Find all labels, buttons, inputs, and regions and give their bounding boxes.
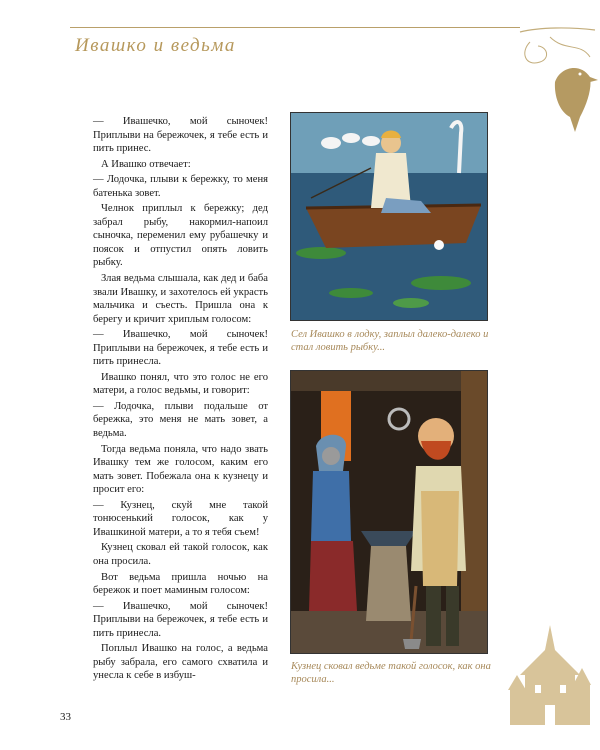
- paragraph: А Ивашко отвечает:: [101, 158, 191, 170]
- paragraph: — Ивашечко, мой сыночек! Приплыви на бережочек, я тебе есть и пить принесла.: [93, 600, 268, 639]
- castle-ornament-icon: [505, 620, 595, 730]
- running-header-title: Ивашко и ведьма: [75, 35, 236, 56]
- header-rule: [70, 27, 520, 28]
- paragraph: — Ивашечко, мой сыночек! Приплыви на бережочек, я тебе есть и пить принесла.: [93, 329, 268, 368]
- raven-ornament-icon: [510, 22, 600, 132]
- illustration-blacksmith: [290, 370, 488, 654]
- paragraph: Поплыл Ивашко на голос, а ведьма рыбу забрала, его самого схватила и унесла к себе в избуш-: [93, 643, 268, 682]
- paragraph: Злая ведьма слышала, как дед и баба звали Ивашку, и захотелось ей украсть мальчика и съесть. Пришла она к берегу и кричит хриплым голосом:: [93, 273, 268, 325]
- paragraph: Ивашко понял, что это голос не его матери, а голос ведьмы, и говорит:: [93, 371, 268, 397]
- illustration-caption: Сел Ивашко в лодку, заплыл далеко-далеко и стал ловить рыбку...: [291, 329, 489, 353]
- paragraph: Челнок приплыл к бережку; дед забрал рыбу, накормил-напоил сыночка, переменил ему рубашечку и поясок и отпустил опять ловить рыбку.: [93, 203, 268, 269]
- paragraph: Тогда ведьма поняла, что надо звать Ивашку тем же голосом, каким его мать зовет. Побежала она к кузнецу и просит его:: [93, 443, 268, 496]
- paragraph: Кузнец сковал ей такой голосок, как она просила.: [93, 542, 268, 567]
- paragraph: — Ивашечко, мой сыночек! Приплыви на бережочек, я тебе есть и пить принес.: [93, 116, 268, 155]
- page-number: 33: [60, 711, 71, 723]
- illustration-caption: Кузнец сковал ведьме такой голосок, как она просила...: [291, 661, 491, 685]
- paragraph: — Лодочка, плыви к бережку, то меня батенька зовет.: [93, 174, 268, 199]
- paragraph: — Кузнец, скуй мне такой тонюсенький голосок, как у Ивашкиной матери, а то я тебя съем!: [93, 499, 268, 538]
- paragraph: — Лодочка, плыви подальше от бережка, это меня не мать зовет, а ведьма.: [93, 400, 268, 440]
- body-text-column: [93, 115, 268, 685]
- illustration-boat: [290, 112, 488, 321]
- paragraph: Вот ведьма пришла ночью на бережок и поет маминым голосом:: [93, 571, 268, 597]
